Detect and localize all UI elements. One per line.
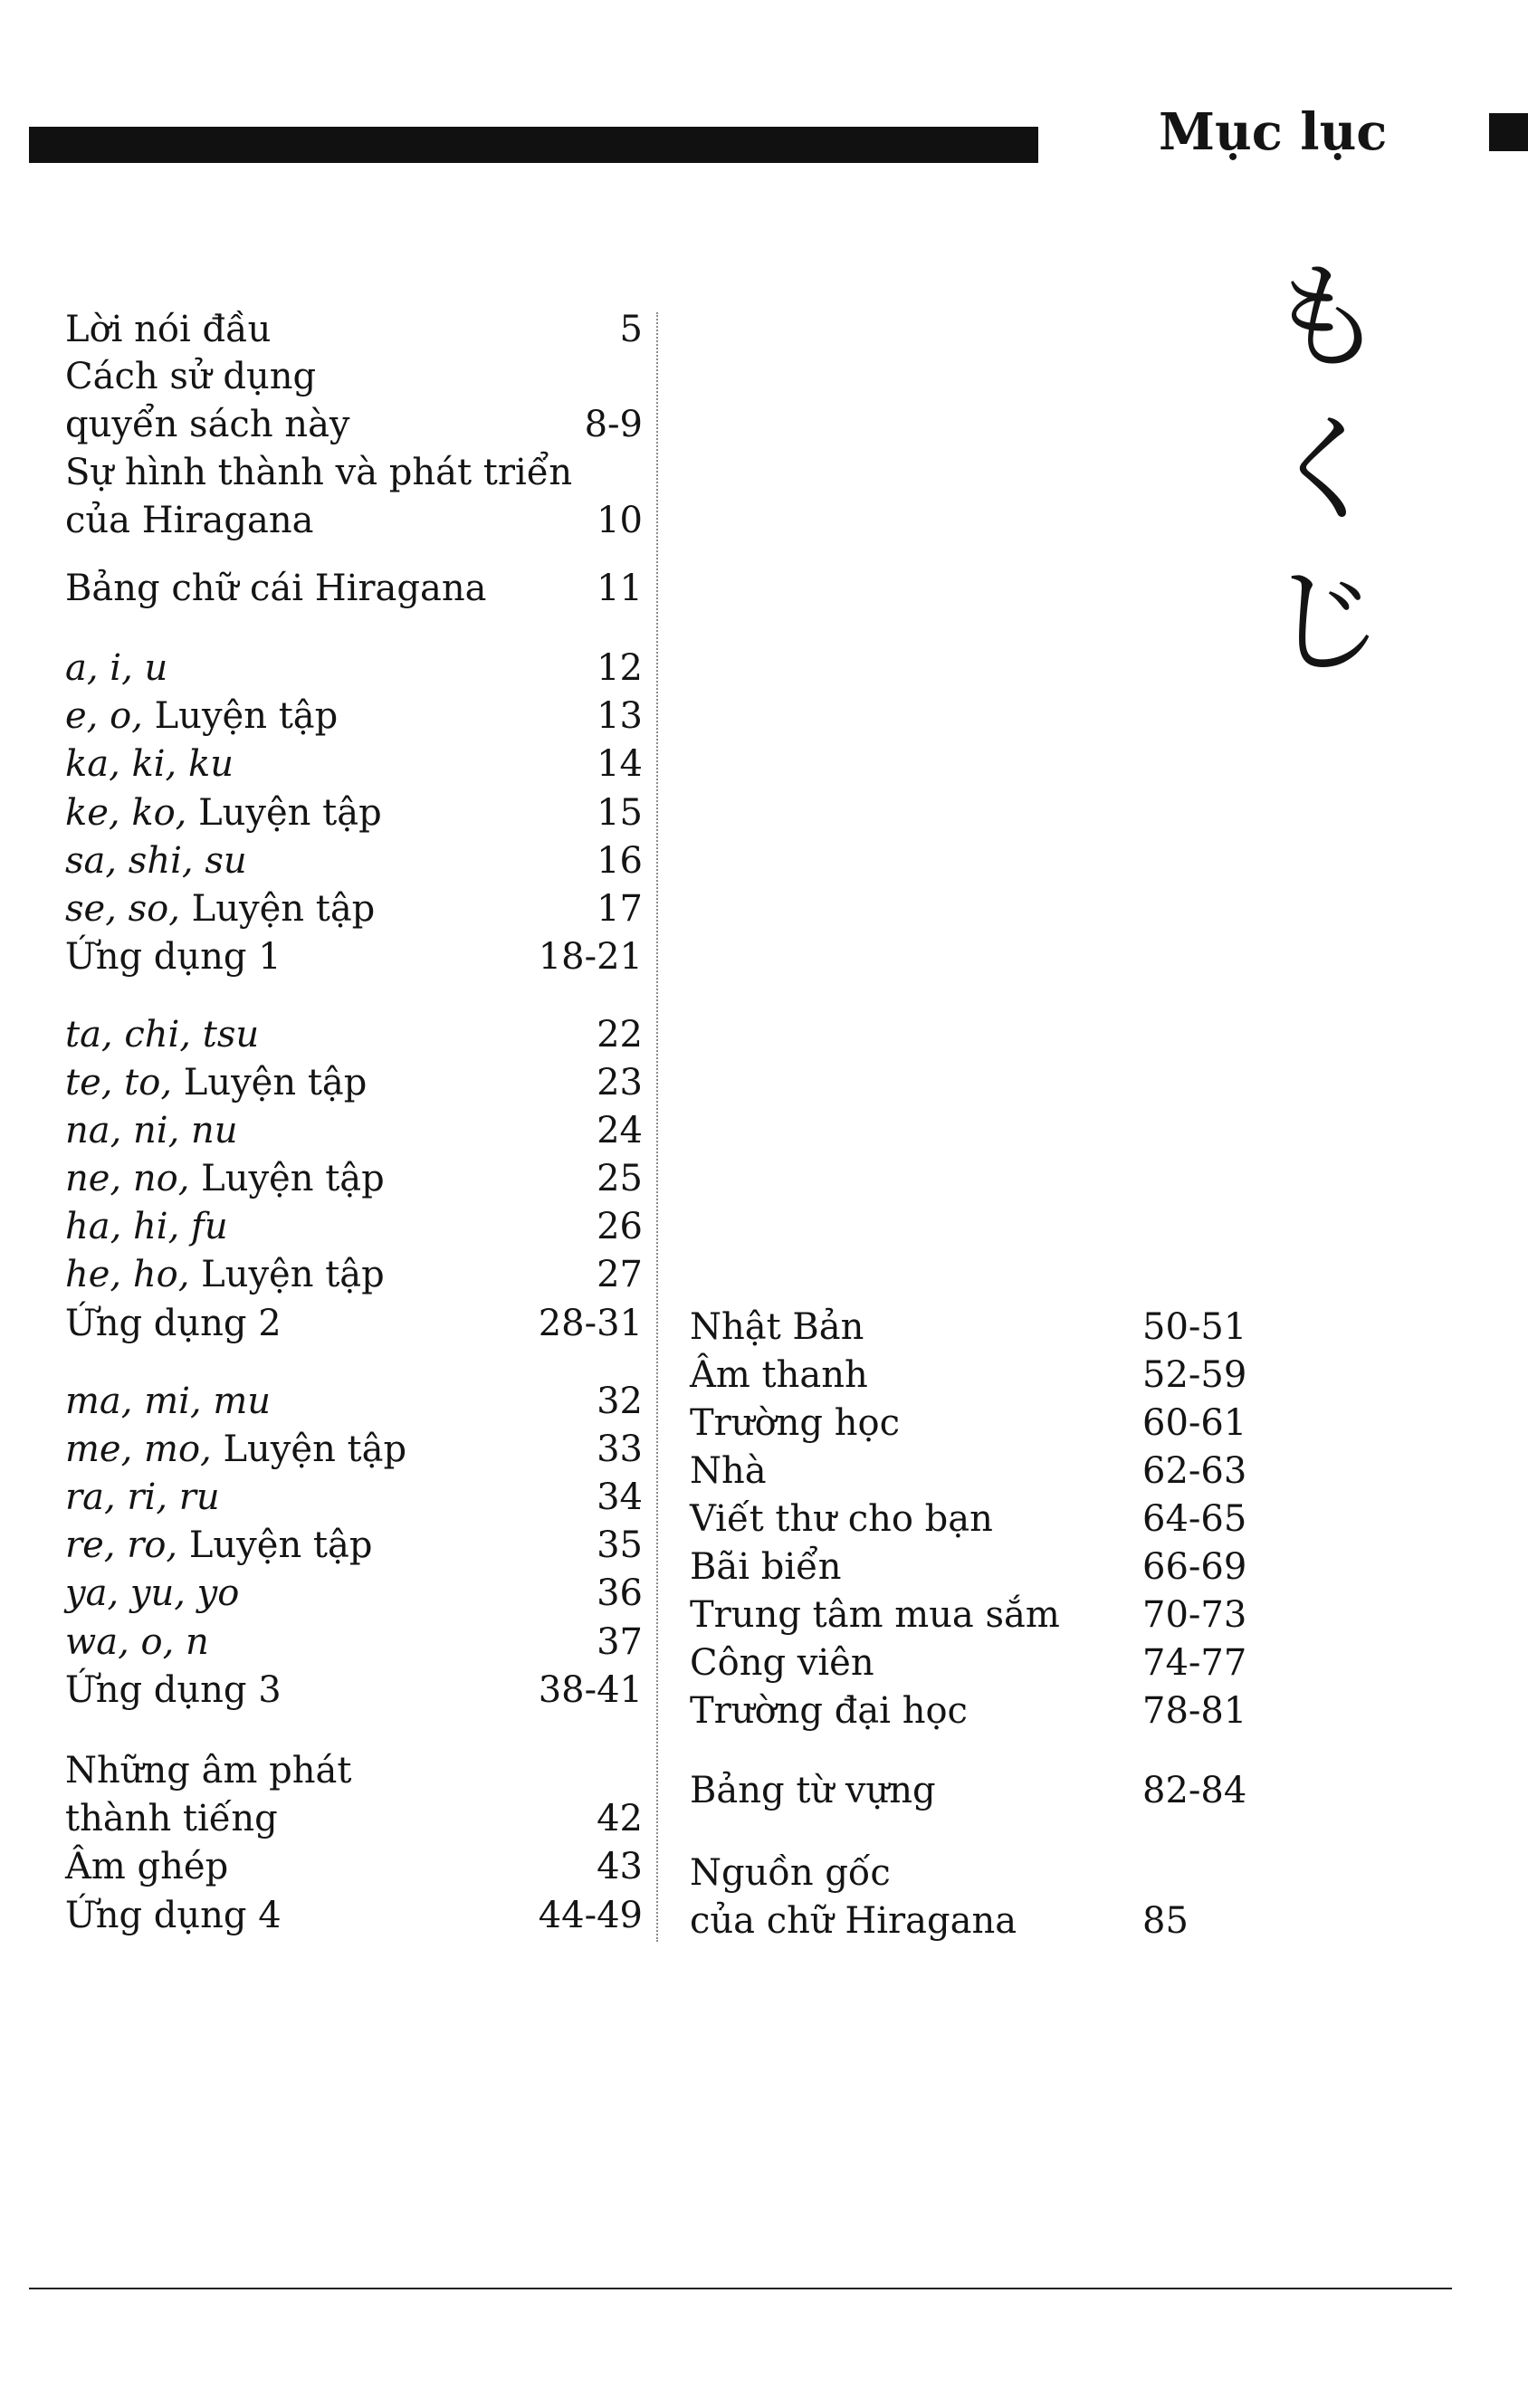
toc-entry-title [65,1155,385,1202]
romanization: na, ni, nu [65,1110,238,1151]
toc-entry-title [65,885,375,932]
toc-page-number: 35 [597,1524,643,1566]
footer-rule [29,2288,1452,2289]
toc-entry-title [65,1011,259,1058]
romanization: ma, mi, mu [65,1381,272,1422]
romanization: ta, chi, tsu [65,1014,260,1056]
toc-page-number: 8-9 [584,404,643,445]
toc-entry-title [65,1570,239,1617]
toc-page-number: 22 [597,1014,643,1056]
toc-entry-title: Cách sử dụng [65,356,317,397]
toc-entry-title [65,1426,406,1473]
toc-page-number: 10 [597,500,643,541]
toc-page-number: 16 [597,840,643,882]
toc-entry-title [65,789,382,836]
toc-page-number: 37 [597,1621,643,1663]
romanization: ke, ko, [65,792,187,834]
toc-page-number: 13 [597,695,643,737]
toc-entry-title: Viết thư cho bạn [690,1498,993,1540]
toc-entry-title [65,1522,372,1569]
lesson-label: Luyện tập [177,1524,373,1566]
corner-tab-mark [1489,113,1528,151]
toc-entry-title [65,1474,220,1521]
toc-page-number: 85 [1142,1900,1189,1942]
romanization: sa, shi, su [65,840,247,882]
toc-page-number: 23 [597,1062,643,1104]
toc-entry-title [65,1378,271,1425]
toc-page-number: 70-73 [1142,1594,1247,1636]
romanization: me, mo, [65,1429,212,1470]
romanization: e, o, [65,695,143,737]
lesson-label: Luyện tập [142,695,339,737]
toc-entry-title: Công viên [690,1642,874,1684]
toc-page-number: 36 [597,1572,643,1614]
toc-page-number: 66-69 [1142,1546,1247,1588]
toc-page-number: 50-51 [1142,1306,1247,1348]
toc-entry-title [65,837,247,884]
toc-entry-title: Ứng dụng 1 [65,936,282,978]
toc-entry-title: Âm thanh [690,1354,868,1396]
toc-page-number: 38-41 [538,1669,643,1711]
kana-mo: も [1267,251,1384,386]
romanization: se, so, [65,888,180,930]
toc-entry-title [65,741,234,788]
lesson-label: Luyện tập [179,888,376,930]
romanization: wa, o, n [65,1621,209,1663]
toc-entry-title: Trường đại học [690,1690,968,1732]
toc-entry-title: Bảng từ vựng [690,1770,936,1811]
toc-entry-title [65,1251,385,1298]
toc-page-number: 14 [597,743,643,785]
romanization: a, i, u [65,647,168,689]
toc-entry-title [65,1107,238,1154]
toc-entry-title: Âm ghép [65,1846,229,1887]
kana-title-vertical [1254,243,1399,699]
romanization: ra, ri, ru [65,1476,220,1518]
toc-page-number: 42 [597,1798,643,1839]
toc-page-number: 52-59 [1142,1354,1247,1396]
column-divider [656,312,658,1942]
toc-entry-title [65,1059,367,1106]
toc-entry-title: Trung tâm mua sắm [690,1594,1060,1636]
toc-entry-title: Ứng dụng 2 [65,1303,282,1344]
romanization: re, ro, [65,1524,178,1566]
toc-entry-title [65,693,338,740]
kana-ku: く [1267,403,1384,538]
lesson-label: Luyện tập [172,1062,368,1104]
lesson-label: Luyện tập [211,1429,407,1470]
toc-entry-title: Trường học [690,1402,900,1444]
toc-page-number: 15 [597,792,643,834]
romanization: he, ho, [65,1254,190,1295]
toc-page-number: 11 [597,568,643,609]
toc-page-number: 26 [597,1206,643,1247]
toc-page-number: 12 [597,647,643,689]
toc-entry-title: Nhà [690,1450,767,1492]
toc-page-number: 43 [597,1846,643,1887]
toc-page-number: 28-31 [538,1303,643,1344]
toc-entry-title: Nhật Bản [690,1306,864,1348]
toc-entry-title: thành tiếng [65,1798,278,1839]
toc-page-number: 24 [597,1110,643,1151]
toc-page-number: 18-21 [538,936,643,978]
toc-page-number: 27 [597,1254,643,1295]
toc-page-number: 33 [597,1429,643,1470]
toc-entry-title: quyển sách này [65,404,350,445]
header-bar [29,127,1038,163]
kana-ji: じ [1267,555,1384,690]
toc-entry-title: Ứng dụng 4 [65,1895,282,1936]
toc-entry-title: Nguồn gốc [690,1852,891,1894]
toc-page-number: 34 [597,1476,643,1518]
romanization: ne, no, [65,1158,190,1199]
toc-page-number: 32 [597,1381,643,1422]
toc-page-number: 78-81 [1142,1690,1247,1732]
romanization: te, to, [65,1062,173,1104]
romanization: ya, yu, yo [65,1572,240,1614]
page-title: Mục lục [1159,102,1388,162]
toc-page-number: 82-84 [1142,1770,1247,1811]
toc-entry-title: Bảng chữ cái Hiragana [65,568,487,609]
toc-page-number: 44-49 [538,1895,643,1936]
lesson-label: Luyện tập [189,1158,385,1199]
toc-entry-title: Ứng dụng 3 [65,1669,282,1711]
toc-entry-title: Những âm phát [65,1750,352,1792]
toc-entry-title: Lời nói đầu [65,309,272,350]
toc-entry-title [65,1619,209,1666]
lesson-label: Luyện tập [189,1254,385,1295]
lesson-label: Luyện tập [186,792,382,834]
toc-page-number: 60-61 [1142,1402,1247,1444]
romanization: ka, ki, ku [65,743,234,785]
toc-entry-title [65,645,167,692]
toc-page-number: 74-77 [1142,1642,1247,1684]
toc-page-number: 64-65 [1142,1498,1247,1540]
toc-page-number: 62-63 [1142,1450,1247,1492]
toc-entry-title [65,1203,228,1250]
toc-entry-title: Bãi biển [690,1546,842,1588]
romanization: ha, hi, fu [65,1206,228,1247]
toc-page-number: 5 [619,309,643,350]
toc-entry-title: của Hiragana [65,500,314,541]
toc-entry-title: Sự hình thành và phát triển [65,452,573,493]
toc-page-number: 17 [597,888,643,930]
toc-page-number: 25 [597,1158,643,1199]
toc-entry-title: của chữ Hiragana [690,1900,1017,1942]
